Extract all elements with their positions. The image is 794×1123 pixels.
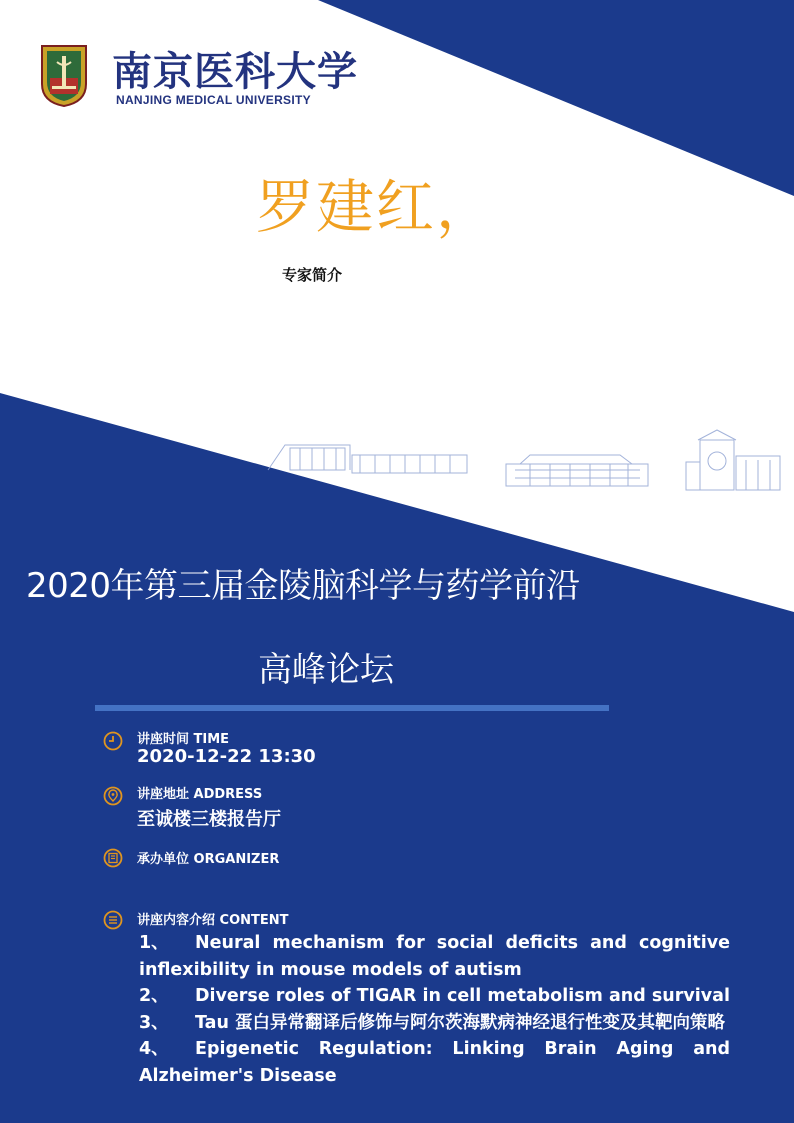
time-value: 2020-12-22 13:30 [137, 746, 316, 767]
content-item-text: Neural mechanism for social deficits and cognitive inflexibility in mouse models of autism [139, 933, 730, 980]
speaker-name: 罗建红， [256, 173, 497, 241]
content-item-number: 3、 [139, 1012, 169, 1033]
title-underline-divider [95, 705, 609, 711]
content-item-number: 1、 [139, 933, 169, 953]
event-title-line-2: 高峰论坛 [258, 650, 394, 690]
location-pin-icon [103, 786, 123, 806]
organizer-label: 承办单位 ORGANIZER [137, 852, 280, 867]
university-name-chinese: 南京医科大学 [112, 48, 358, 95]
university-seal-logo [40, 44, 88, 108]
content-item-number: 4、 [139, 1039, 169, 1059]
address-label: 讲座地址 ADDRESS [137, 787, 263, 802]
content-item [139, 930, 730, 983]
content-list [139, 930, 730, 1089]
speaker-bio-label: 专家简介 [282, 266, 343, 284]
content-item [139, 1010, 730, 1037]
content-item [139, 983, 730, 1010]
content-item [139, 1036, 730, 1089]
clock-icon [103, 731, 123, 751]
campus-buildings-illustration [268, 430, 780, 490]
content-item-text: Epigenetic Regulation: Linking Brain Aging and Alzheimer's Disease [139, 1039, 730, 1086]
address-value: 至诚楼三楼报告厅 [137, 809, 281, 830]
content-item-text: Diverse roles of TIGAR in cell metabolism and survival [195, 986, 730, 1006]
event-title-line-1: 2020年第三届金陵脑科学与药学前沿 [26, 566, 580, 606]
time-label: 讲座时间 TIME [137, 732, 230, 747]
content-item-text: Tau 蛋白异常翻译后修饰与阿尔茨海默病神经退行性变及其靶向策略 [195, 1012, 726, 1033]
university-name-english: NANJING MEDICAL UNIVERSITY [116, 93, 311, 107]
content-item-number: 2、 [139, 986, 169, 1006]
building-icon [103, 848, 123, 868]
list-icon [103, 910, 123, 930]
content-label: 讲座内容介绍 CONTENT [137, 913, 289, 928]
